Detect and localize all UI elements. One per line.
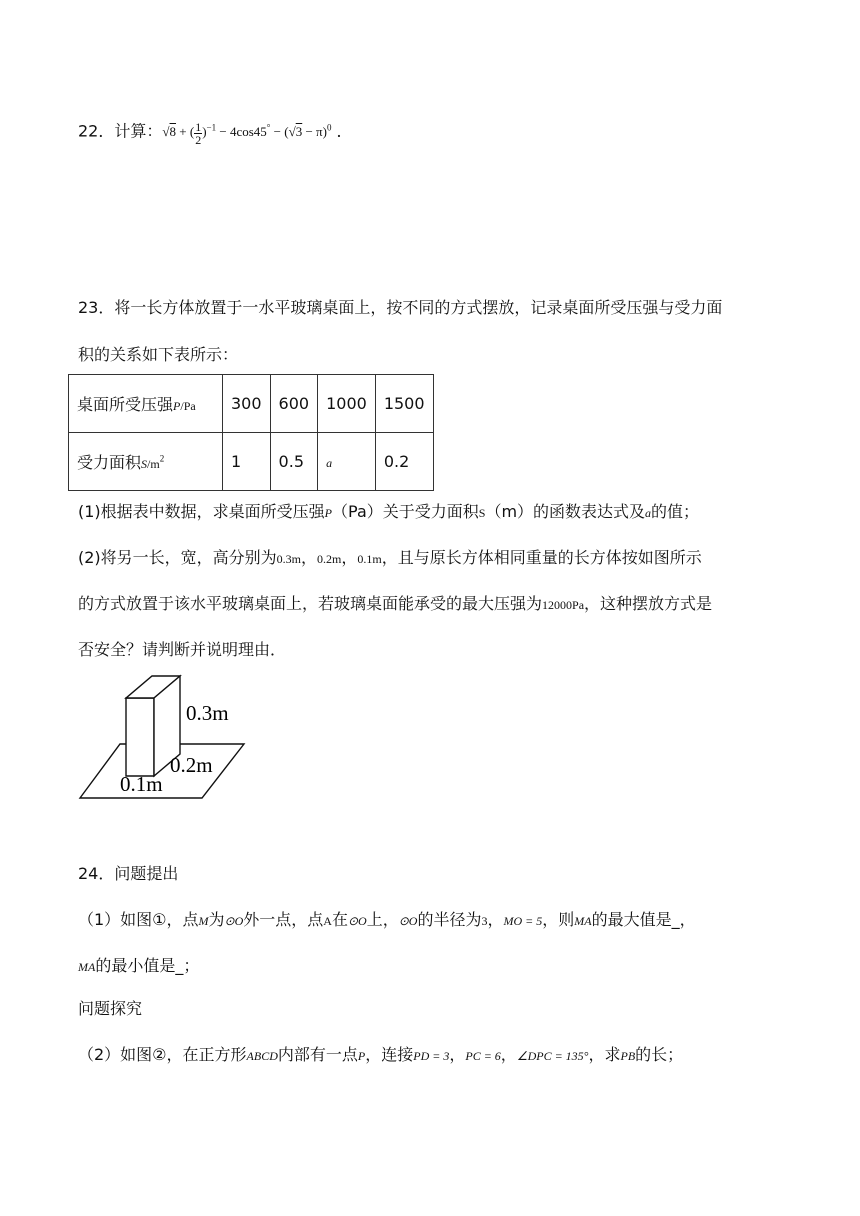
row2-var: S [141,457,148,471]
q24-text-b: 为 [208,910,225,929]
dim-height: 0.3m [276,552,302,566]
degree-mark: ° [266,123,271,133]
var-s: S [478,506,486,520]
mo-equation: MO = 5 [503,914,543,928]
circle-o-3: ⊙O [398,914,418,928]
dim-length: 0.1m [357,552,382,566]
q24-p2-text-a: （2）如图②，在正方形 [78,1045,247,1064]
q24-text-i: 的最大值是_， [591,910,696,929]
q23-part2-line2 [78,592,712,617]
p1-text-c: （m）的函数表达式及 [485,502,646,521]
circle-o-2: ⊙O [347,914,367,928]
q24-title: 24．问题提出 [78,864,179,883]
table-row [69,375,434,433]
plus-sign: + [179,124,187,140]
ma-segment-1: MA [574,914,592,928]
q24-p2-text-d: ， [449,1045,466,1064]
q22-expression: √8 + ( $\frac{1}{2}$ )$^{-1} - 4\cos 45^\circ - (√3 - \pi)^0$ [162,119,332,147]
q24-text-a: （1）如图①，点 [78,910,199,929]
pb-segment: PB [620,1049,636,1063]
p2-text-c: 的方式放置于该水平玻璃桌面上，若玻璃桌面能承受的最大压强为 [78,594,543,613]
var-p: P [324,506,333,520]
q24-part1-line1 [78,908,696,933]
frac-denominator: 2 [195,132,202,147]
q23-part1 [78,500,699,525]
q22-line [78,116,353,146]
row2-unit-exp: 2 [159,453,165,464]
q23-line2: 积的关系如下表所示： [78,345,239,364]
row2-unit: /m [147,457,160,471]
q24-text-j: 的最小值是_； [95,956,200,975]
q24-text-g: ， [487,910,504,929]
p2-text-d: ，这种摆放方式是 [584,594,713,613]
table-cell: 0.5 [270,433,318,491]
point-p: P [357,1049,366,1063]
exponent-neg1: −1 [206,123,217,133]
minus-open: − ( [273,124,289,140]
var-a: a [645,506,652,520]
q24-p2-text-b: 内部有一点 [277,1045,358,1064]
table-cell: 1500 [375,375,433,433]
q24-p2-text-c: ，连接 [365,1045,414,1064]
q24-part1-line2 [78,954,199,979]
table-cell [318,433,376,491]
q24-text-f: 的半径为 [417,910,482,929]
minus-pi: − π) [305,124,327,140]
q24-p2-text-f: ，求 [588,1045,621,1064]
row1-header [69,375,223,433]
max-pressure: 12000Pa [542,598,585,612]
p1-text-b: （Pa）关于受力面积 [332,502,479,521]
box-on-table-figure [74,668,254,804]
row1-var: P [173,399,181,413]
row2-header [69,433,223,491]
q24-text-c: 外一点，点 [243,910,324,929]
label-width: 0.2m [170,753,213,777]
table-cell: 0.2 [375,433,433,491]
row1-label: 桌面所受压强 [77,395,174,414]
cos-term: − 4cos45 [219,124,267,140]
q23-part2-line3: 否安全？请判断并说明理由． [78,640,287,659]
q23-part2-line1 [78,546,702,571]
sqrt-sign-icon: √ [288,124,296,140]
q24-explore-heading: 问题探究 [78,999,143,1018]
table-cell: 1000 [318,375,376,433]
radius-value: 3 [481,914,488,928]
q24-text-d: 在 [331,910,348,929]
q24-p2-text-g: 的长； [635,1045,684,1064]
point-a: A [323,914,332,928]
table-cell: 600 [270,375,318,433]
unknown-a: a [326,456,333,470]
row2-label: 受力面积 [77,453,142,472]
exponent-zero: 0 [326,123,332,133]
table-row [69,433,434,491]
pc-equation: PC = 6 [465,1049,501,1063]
table-cell: 300 [223,375,271,433]
q22-label: 22．计算： [78,121,163,141]
pressure-area-table [68,374,434,491]
box-front-face [126,698,154,776]
sep1: ， [301,548,318,567]
sqrt8-radicand: 8 [169,124,177,140]
sqrt3-radicand: 3 [295,124,303,140]
frac-numerator: 1 [195,119,202,134]
label-length: 0.1m [120,772,163,796]
square-abcd: ABCD [246,1049,278,1063]
point-m: M [198,914,209,928]
table-cell: 1 [223,433,271,491]
dim-width: 0.2m [317,552,342,566]
q24-text-h: ，则 [542,910,575,929]
q23-line1: 23．将一长方体放置于一水平玻璃桌面上，按不同的方式摆放，记录桌面所受压强与受力面 [78,298,723,317]
ma-segment-2: MA [78,960,96,974]
q24-p2-text-e: ， [500,1045,517,1064]
circle-o-1: ⊙O [224,914,244,928]
p2-text-a: (2)将另一长，宽，高分别为 [78,548,277,567]
sqrt-sign-icon: √ [162,124,170,140]
angle-dpc: ∠DPC = 135° [516,1049,589,1063]
p1-text-d: 的值； [651,502,700,521]
p2-text-b: ，且与原长方体相同重量的长方体按如图所示 [381,548,702,567]
q24-part2 [78,1043,683,1068]
row1-unit: /Pa [180,399,196,413]
q22-tail: ． [336,121,353,141]
q24-text-e: 上， [366,910,399,929]
p1-text-a: (1)根据表中数据，求桌面所受压强 [78,502,325,521]
sep2: ， [341,548,358,567]
pd-equation: PD = 3 [413,1049,450,1063]
label-height: 0.3m [186,701,229,725]
half-fraction [194,121,202,146]
